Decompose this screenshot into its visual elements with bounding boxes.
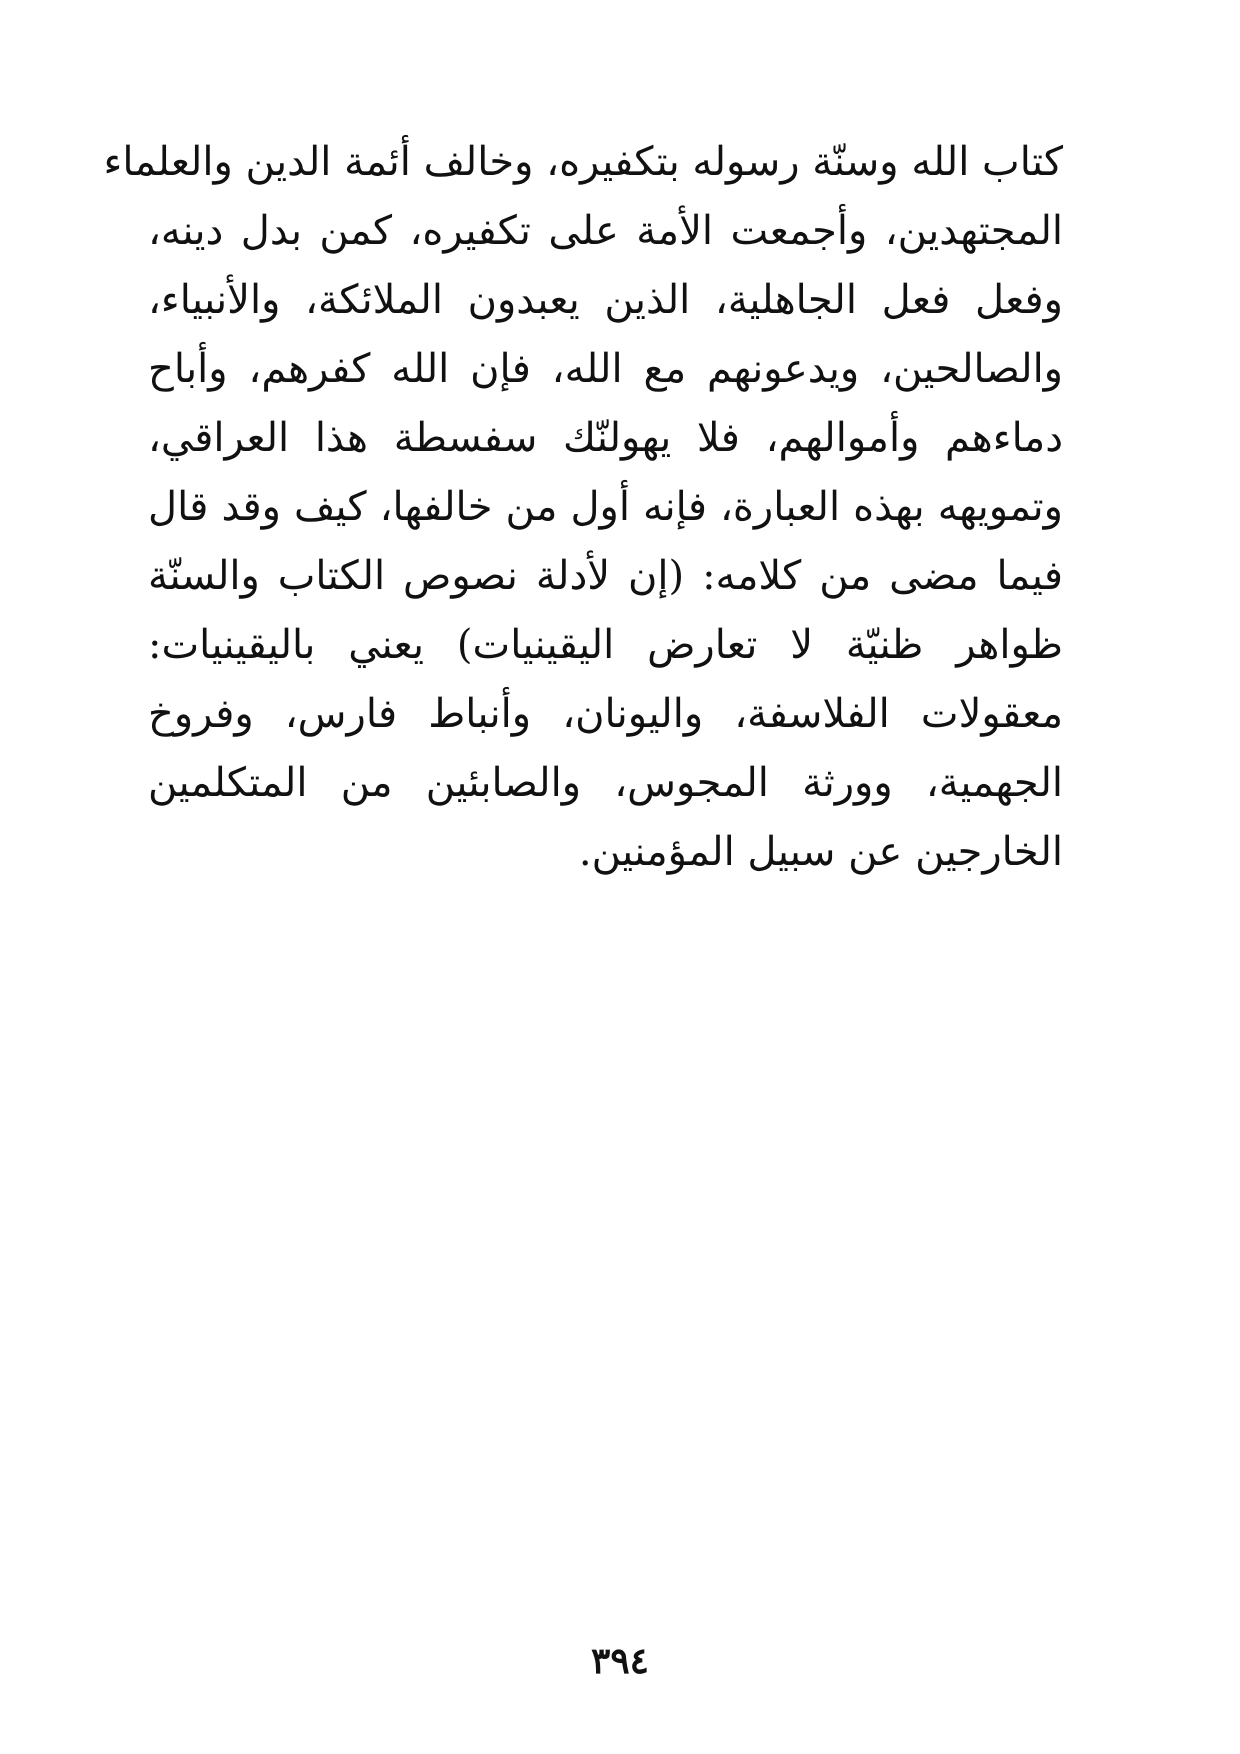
text-line-6: وتمويهه بهذه العبارة، فإنه أول من خالفها، كيف وقد قال (148, 484, 1063, 530)
text-line-8: ظواهر ظنيّة لا تعارض اليقينيات) يعني باليقينيات: (148, 622, 1063, 668)
text-line-4: والصالحين، ويدعونهم مع الله، فإن الله كفرهم، وأباح (148, 346, 1063, 392)
text-line-3: وفعل فعل الجاهلية، الذين يعبدون الملائكة، والأنبياء، (148, 277, 1063, 323)
text-line-7: فيما مضى من كلامه: (إن لأدلة نصوص الكتاب والسنّة (148, 553, 1063, 599)
text-line-9: معقولات الفلاسفة، واليونان، وأنباط فارس، وفروخ (148, 691, 1063, 737)
text-line-11: الخارجين عن سبيل المؤمنين. (578, 829, 1063, 875)
text-line-1: كتاب الله وسنّة رسوله بتكفيره، وخالف أئمة الدين والعلماء (103, 139, 1063, 185)
text-line-10: الجهمية، وورثة المجوس، والصابئين من المتكلمين (148, 760, 1063, 806)
text-line-5: دماءهم وأموالهم، فلا يهولنّك سفسطة هذا العراقي، (148, 415, 1063, 461)
text-line-2: المجتهدين، وأجمعت الأمة على تكفيره، كمن بدل دينه، (148, 208, 1063, 254)
body-text (103, 128, 1063, 887)
page-number: ٣٩٤ (590, 1640, 649, 1682)
